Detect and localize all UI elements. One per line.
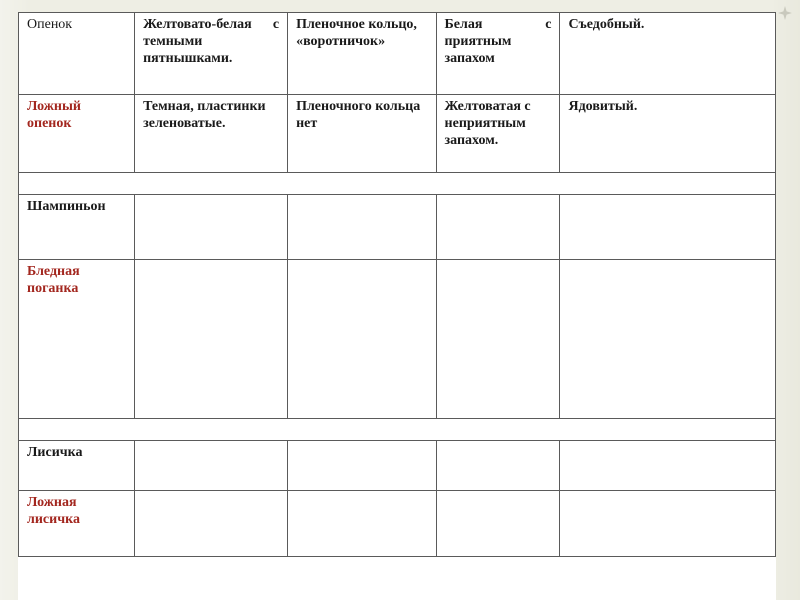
- edibility-cell: Съедобный.: [560, 13, 776, 95]
- ring-cell: Пленочное кольцо, «воротничок»: [288, 13, 436, 95]
- mushroom-name: Шампиньон: [27, 199, 106, 214]
- edibility-cell[interactable]: [560, 260, 776, 419]
- flesh-cell[interactable]: [436, 260, 560, 419]
- mushroom-name-cell: [19, 260, 135, 419]
- cap-cell[interactable]: [135, 195, 288, 260]
- flesh-cell: Белая с приятным запахом: [436, 13, 560, 95]
- flesh-cell: Желтоватая с неприятным запахом.: [436, 95, 560, 173]
- table-row: [19, 491, 776, 557]
- edibility-cell: Ядовитый.: [560, 95, 776, 173]
- spacer-cell: [19, 419, 776, 441]
- cap-cell: Желтовато-белая с темными пятнышками.: [135, 13, 288, 95]
- mushroom-name: Бледная поганка: [27, 264, 80, 296]
- ring-cell[interactable]: [288, 441, 436, 491]
- mushroom-name: Лисичка: [27, 445, 83, 460]
- mushroom-name: Ложный опенок: [27, 99, 81, 131]
- mushroom-name-cell: [19, 491, 135, 557]
- table-row: [19, 13, 776, 95]
- edibility-cell[interactable]: [560, 491, 776, 557]
- table-row: [19, 195, 776, 260]
- ring-cell: Пленочного кольца нет: [288, 95, 436, 173]
- cap-cell[interactable]: [135, 491, 288, 557]
- edibility-cell[interactable]: [560, 195, 776, 260]
- mushroom-name: Ложная лисичка: [27, 495, 80, 527]
- mushroom-name-cell: [19, 95, 135, 173]
- spacer-cell: [19, 173, 776, 195]
- spacer-row: [19, 173, 776, 195]
- ring-cell[interactable]: [288, 491, 436, 557]
- mushroom-name-cell: [19, 195, 135, 260]
- flesh-cell[interactable]: [436, 491, 560, 557]
- table-row: [19, 441, 776, 491]
- table-row: [19, 260, 776, 419]
- mushroom-name-cell: [19, 13, 135, 95]
- cap-cell[interactable]: [135, 441, 288, 491]
- spacer-row: [19, 419, 776, 441]
- mushroom-name: Опенок: [27, 17, 73, 32]
- mushroom-name-cell: [19, 441, 135, 491]
- cap-cell: Темная, пластинки зеленоватые.: [135, 95, 288, 173]
- table-row: [19, 95, 776, 173]
- ring-cell[interactable]: [288, 260, 436, 419]
- flesh-cell[interactable]: [436, 441, 560, 491]
- ring-cell[interactable]: [288, 195, 436, 260]
- mushroom-table: [18, 12, 776, 557]
- four-point-star-icon: [778, 6, 792, 20]
- flesh-cell[interactable]: [436, 195, 560, 260]
- cap-cell[interactable]: [135, 260, 288, 419]
- edibility-cell[interactable]: [560, 441, 776, 491]
